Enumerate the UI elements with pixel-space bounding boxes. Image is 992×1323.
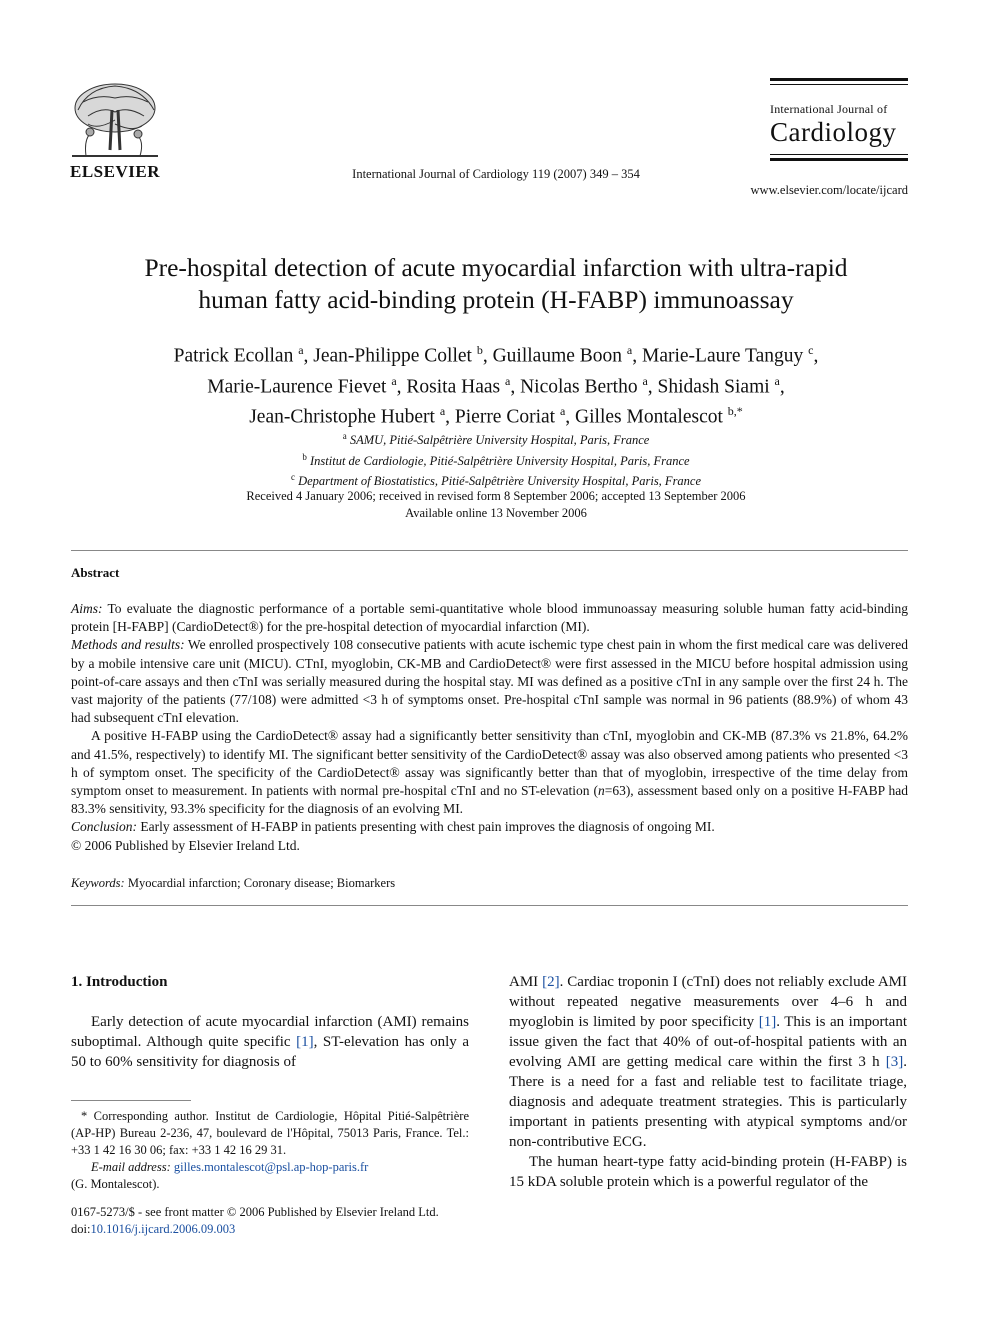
author-affiliation-mark: a: [298, 343, 304, 357]
publisher-name: ELSEVIER: [70, 162, 160, 181]
author-separator: ,: [779, 376, 785, 397]
author-name: Marie-Laure Tanguy: [642, 345, 804, 367]
abstract-top-rule: [71, 550, 908, 551]
author-separator: ,: [632, 345, 642, 367]
author-name: Patrick Ecollan: [173, 345, 294, 367]
author-affiliation-mark: a: [626, 343, 633, 357]
author-name: Rosita Haas: [406, 376, 501, 397]
author-affiliation-mark: a: [774, 373, 780, 388]
abstract-body: [71, 600, 908, 855]
author-separator: ,: [445, 406, 455, 428]
body-text: . There is a need for a fast and reliable test to facilitate triage, diagnosis and adequate treatment strategies. This is particularly important in patients presenting with atypical symptoms and/or non-contributive ECG.: [509, 1054, 907, 1150]
author-affiliation-mark: a: [642, 373, 648, 388]
author-separator: ,: [396, 376, 407, 397]
footnote-text: * Corresponding author. Institut de Cardiologie, Hôpital Pitié-Salpêtrière (AP-HP) Bureau 2-236, 47, boulevard de l'Hôpital, 75013 Paris, France. Tel.: +33 1 42 16 30 06; fax: +33 1 42 16 29 31.: [71, 1109, 469, 1157]
issn-line: 0167-5273/$ - see front matter © 2006 Published by Elsevier Ireland Ltd.: [71, 1205, 439, 1219]
author-name: Jean-Philippe Collet: [313, 345, 472, 367]
author-list: [60, 338, 932, 430]
journal-citation: International Journal of Cardiology 119 (2007) 349 – 354: [352, 167, 640, 181]
affiliation-text: Institut de Cardiologie, Pitié-Salpêtrière University Hospital, Paris, France: [310, 453, 690, 468]
brand-top-rule: [770, 78, 908, 81]
keywords-text: Myocardial infarction; Coronary disease; Biomarkers: [124, 876, 396, 890]
citation-link[interactable]: [3]: [885, 1054, 904, 1070]
author-affiliation-mark[interactable]: b,*: [727, 404, 743, 418]
author-name: Pierre Coriat: [454, 406, 556, 428]
doi-link[interactable]: 10.1016/j.ijcard.2006.09.003: [90, 1222, 236, 1236]
affiliation-text: Department of Biostatistics, Pitié-Salpêtrière University Hospital, Paris, France: [298, 474, 702, 489]
conclusion-text: Early assessment of H-FABP in patients presenting with chest pain improves the diagnosis of ongoing MI.: [137, 819, 715, 835]
body-paragraph: The human heart-type fatty acid-binding protein (H-FABP) is 15 kDA soluble protein which is a powerful regulator of the: [509, 1154, 907, 1190]
body-left-column: [71, 972, 469, 1072]
author-separator: ,: [565, 406, 576, 428]
aims-label: Aims:: [71, 601, 103, 616]
brand-bottom-rule-thin: [770, 154, 908, 155]
author-separator: ,: [303, 345, 314, 367]
body-right-column: [509, 972, 907, 1192]
email-link[interactable]: gilles.montalescot@psl.ap-hop-paris.fr: [173, 1160, 369, 1174]
aims-text: To evaluate the diagnostic performance of a portable semi-quantitative whole blood immunoassay measuring soluble human fatty acid-binding protein [H-FABP] (CardioDetect®) for the pre-hospital detection of myocardial infarction (MI).: [71, 601, 908, 635]
citation-link[interactable]: [1]: [758, 1014, 777, 1030]
abstract-methods: [71, 636, 908, 727]
body-text: Early detection of acute myocardial infarction (AMI) remains suboptimal. Although quite specific: [71, 1014, 469, 1050]
footnote-name: (G. Montalescot).: [71, 1177, 160, 1191]
affiliation: [60, 428, 932, 449]
results-text: A positive H-FABP using the CardioDetect® assay had a significantly better sensitivity than cTnI, myoglobin and CK-MB (87.3% vs 21.8%, 64.2% and 41.5%, respectively) to identify MI. The significant better sensitivity of the CardioDetect® assay was also observed among patients who presented <3 h of symptom onset. The specificity of the CardioDetect® assay was significantly better than that of myoglobin, irrespective of the time delay from symptom onset to measurement. In patients with normal pre-hospital cTnI and no ST-elevation (: [71, 728, 908, 799]
citation-link[interactable]: [1]: [296, 1034, 314, 1050]
author-name: Shidash Siami: [657, 376, 770, 397]
journal-brand-big: Cardiology: [770, 117, 897, 147]
author-affiliation-mark: b: [476, 343, 483, 357]
author-separator: ,: [482, 345, 493, 367]
abstract-aims: [71, 600, 908, 636]
email-label: E-mail address:: [91, 1160, 171, 1174]
brand-bottom-rule: [770, 158, 908, 161]
author-affiliation-mark: a: [504, 373, 511, 388]
author-line: [60, 338, 932, 369]
affiliation: [60, 449, 932, 470]
affiliation-text: SAMU, Pitié-Salpêtrière University Hospital, Paris, France: [349, 433, 650, 448]
methods-text: We enrolled prospectively 108 consecutive patients with acute ischemic type chest pain in whom the first medical care was delivered by a mobile intensive care unit (MICU). CTnI, myoglobin, CK-MB and CardioDetect® were first assessed in the MICU before hospital admission using point-of-care assays and then cTnI was serially measured during the hospital stay. MI was defined as a positive cTnI in any sample over the first 24 h. The vast majority of the patients (77/108) were admitted <3 h of symptoms onset. Pre-hospital cTnI sample was normal in 96 patients (88.9%) of whom 43 had subsequent cTnI elevation.: [71, 637, 908, 726]
doi-label: doi:: [71, 1222, 91, 1236]
body-text: AMI: [509, 974, 543, 990]
journal-brand: [770, 78, 908, 164]
affiliation-list: [60, 428, 932, 490]
affiliation: [60, 469, 932, 490]
author-name: Marie-Laurence Fievet: [207, 376, 387, 397]
keywords-label: Keywords:: [71, 876, 125, 890]
doi-line: [71, 1221, 469, 1238]
tree-icon: [68, 80, 162, 162]
abstract-copyright: © 2006 Published by Elsevier Ireland Ltd.: [71, 837, 300, 853]
author-name: Gilles Montalescot: [575, 406, 723, 428]
author-affiliation-mark: c: [808, 343, 814, 357]
received-dates: Received 4 January 2006; received in revised form 8 September 2006; accepted 13 September 2006: [246, 489, 746, 503]
methods-label: Methods and results:: [71, 637, 185, 653]
author-line: [60, 369, 932, 400]
body-text: . Cardiac troponin I (cTnI) does not reliably exclude AMI without repeated negative measurements over 4–6 h and myoglobin is limited by poor specificity: [509, 974, 907, 1030]
conclusion-label: Conclusion:: [71, 819, 137, 835]
results-text: =63), assessment based only on a positive H-FABP had 83.3% sensitivity, 93.3% specificity for the diagnosis of an evolving MI.: [71, 783, 909, 817]
title-line: human fatty acid-binding protein (H-FABP) immunoassay: [198, 285, 794, 314]
affiliation-mark: b: [302, 451, 307, 462]
author-affiliation-mark: a: [559, 404, 566, 418]
body-text: . This is an important issue given the fact that 40% of out-of-hospital patients with an evolving AMI are getting medical care within the first 3 h: [509, 1014, 907, 1070]
affiliation-mark: c: [290, 472, 295, 483]
abstract-results: [71, 727, 908, 818]
abstract-bottom-rule: [71, 905, 908, 906]
body-text: , ST-elevation has only a 50 to 60% sensitivity for diagnosis of: [71, 1034, 469, 1070]
author-separator: ,: [647, 376, 658, 397]
corresponding-author-footnote: [71, 1108, 469, 1193]
footnote-email: [71, 1159, 469, 1176]
journal-url[interactable]: www.elsevier.com/locate/ijcard: [750, 183, 908, 197]
keywords: [71, 876, 395, 891]
abstract-heading: Abstract: [71, 565, 120, 580]
author-affiliation-mark: a: [391, 373, 397, 388]
author-name: Guillaume Boon: [492, 345, 623, 367]
author-name: Jean-Christophe Hubert: [249, 406, 435, 428]
author-separator: ,: [813, 345, 819, 367]
abstract-conclusion: [71, 818, 908, 836]
article-title: [60, 252, 932, 316]
section-heading: 1. Introduction: [71, 974, 168, 990]
title-line: Pre-hospital detection of acute myocardial infarction with ultra-rapid: [144, 253, 848, 282]
body-paragraph: [71, 1012, 469, 1072]
online-date: Available online 13 November 2006: [405, 506, 587, 520]
affiliation-mark: a: [342, 431, 347, 441]
results-n: n: [597, 783, 605, 799]
journal-brand-small: International Journal of: [770, 102, 888, 116]
author-separator: ,: [510, 376, 521, 397]
footnote-rule: [71, 1100, 191, 1101]
front-matter: [71, 1204, 469, 1238]
author-affiliation-mark: a: [439, 404, 446, 418]
article-dates: [60, 488, 932, 522]
author-name: Nicolas Bertho: [520, 376, 638, 397]
brand-top-rule-thin: [770, 84, 908, 85]
author-line: [60, 399, 932, 430]
body-paragraph: [509, 972, 907, 1152]
citation-link[interactable]: [2]: [542, 974, 560, 990]
